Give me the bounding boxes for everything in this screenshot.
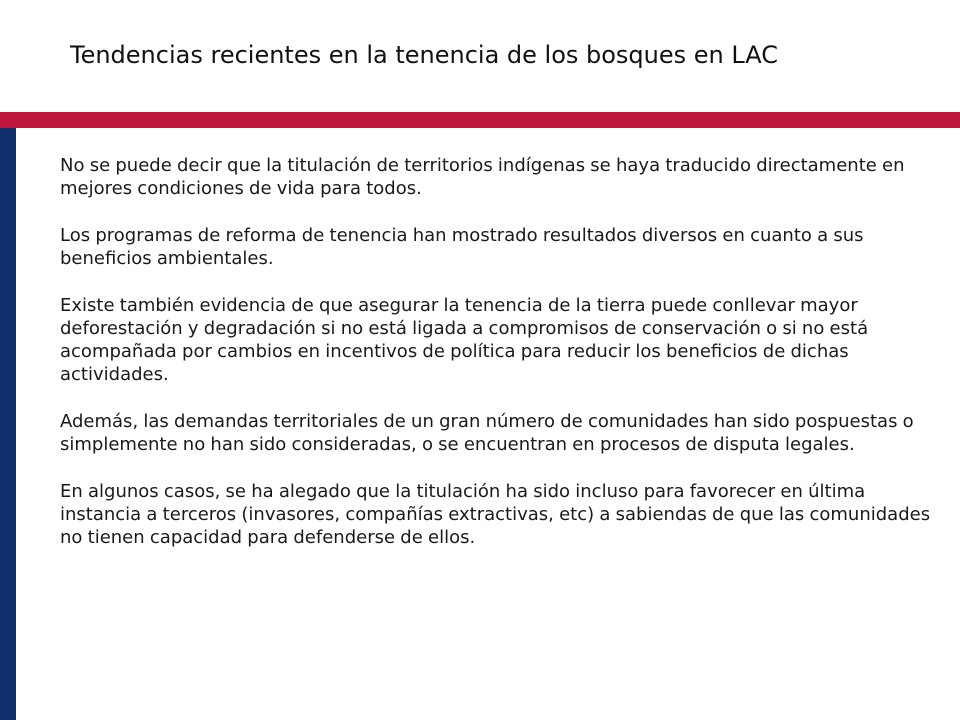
- left-accent-bar: [0, 128, 16, 720]
- slide-body: [60, 154, 950, 573]
- slide-title: Tendencias recientes en la tenencia de los bosques en LAC: [70, 41, 779, 69]
- header-divider-band: [0, 112, 960, 128]
- paragraph-third-parties: En algunos casos, se ha alegado que la titulación ha sido incluso para favorecer en última instancia a terceros (invasores, compañías extractivas, etc) a sabiendas de que las comunidades no tienen capacidad para defenderse de ellos.: [60, 481, 931, 548]
- paragraph-titling-living-conditions: No se puede decir que la titulación de territorios indígenas se haya traducido directamente en mejores condiciones de vida para todos.: [60, 155, 905, 199]
- paragraph-reform-programs: Los programas de reforma de tenencia han mostrado resultados diversos en cuanto a sus beneficios ambientales.: [60, 225, 864, 269]
- paragraph-deforestation-evidence: Existe también evidencia de que asegurar la tenencia de la tierra puede conllevar mayor deforestación y degradación si no está ligada a compromisos de conservación o si no está acompañada por cambios en incentivos de política para reducir los beneficios de dichas actividades.: [60, 295, 869, 385]
- paragraph-territorial-demands: Además, las demandas territoriales de un gran número de comunidades han sido pospuestas o simplemente no han sido consideradas, o se encuentran en procesos de disputa legales.: [60, 411, 914, 455]
